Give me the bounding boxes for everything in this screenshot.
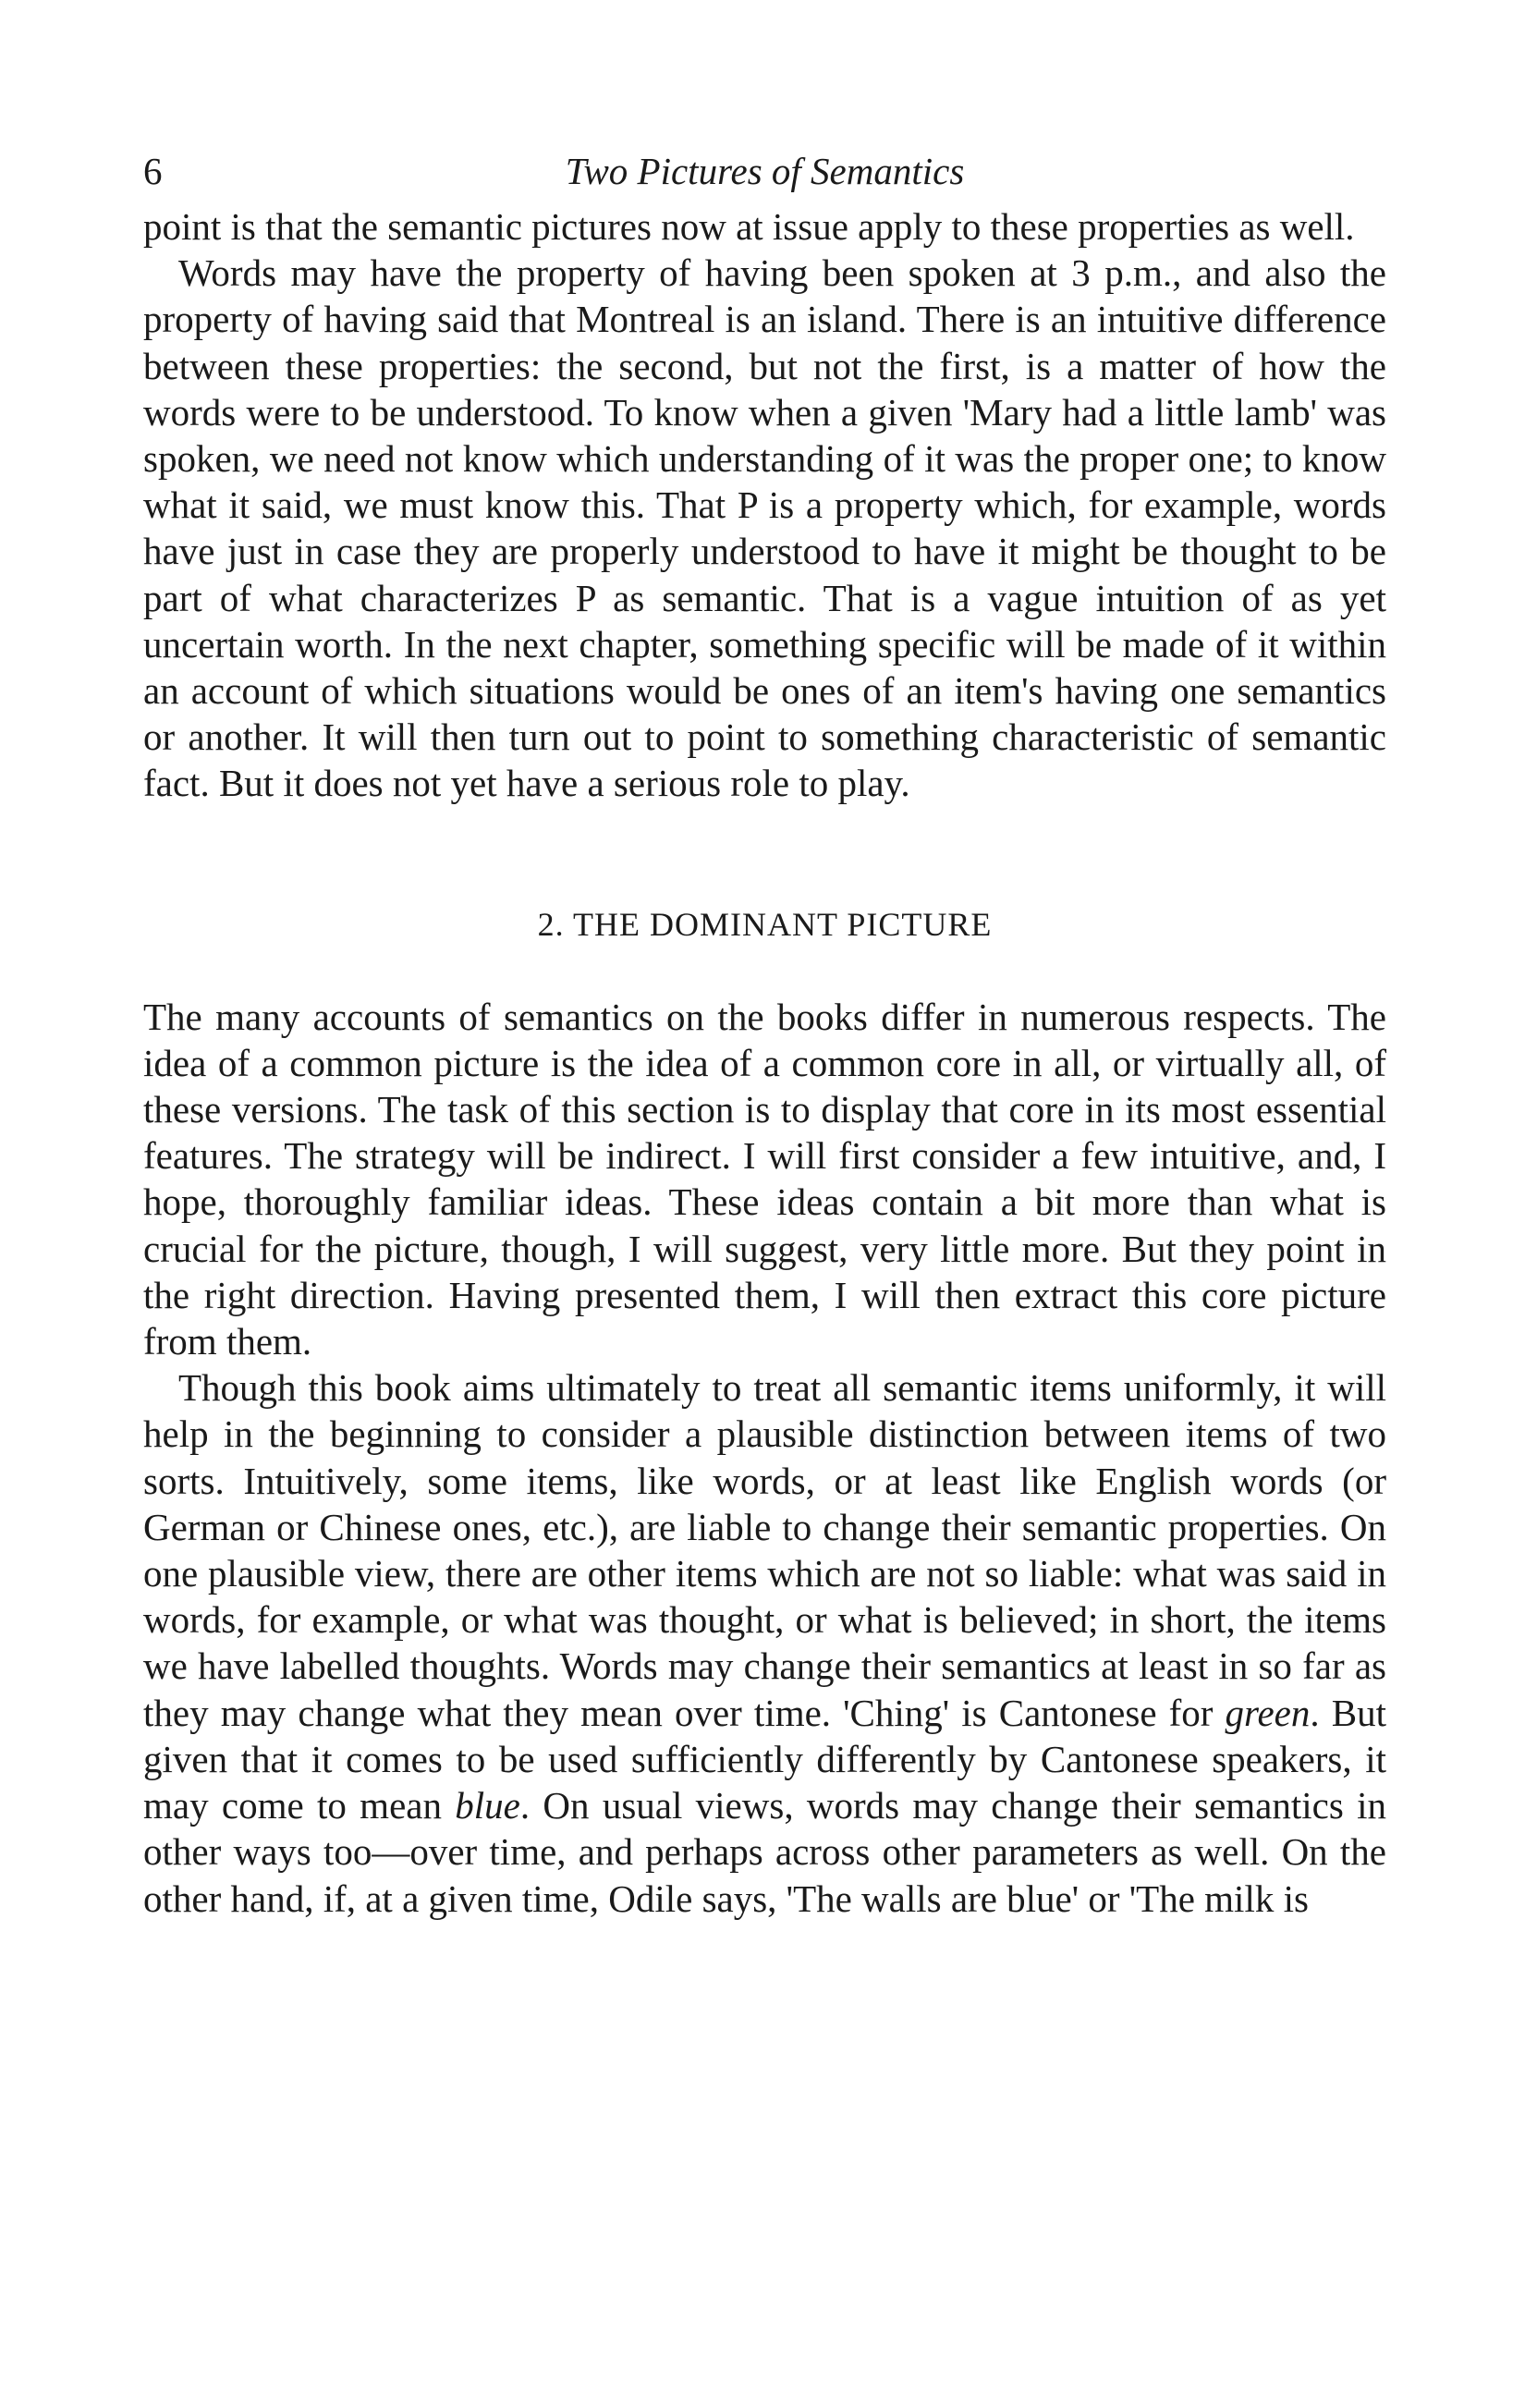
italic-word-blue: blue <box>455 1784 520 1827</box>
paragraph-distinction-text-c: . On usual views, words may change their semantics in other ways too—over time, and perhaps across other parameters as well. On the other hand, if, at a given time, Odile says, 'The walls are blue' or 'The milk is <box>143 1784 1386 1920</box>
paragraph-distinction <box>143 1364 1386 1921</box>
book-page <box>143 139 1386 1922</box>
italic-word-green: green <box>1225 1691 1311 1734</box>
running-head <box>143 139 1386 203</box>
section-heading: 2. THE DOMINANT PICTURE <box>537 905 993 943</box>
page-number: 6 <box>143 150 163 192</box>
paragraph-properties: Words may have the property of having been spoken at 3 p.m., and also the property of having said that Montreal is an island. There is an intuitive difference between these properties: the second, but not the first, is a matter of how the words were to be understood. To know when a given 'Mary had a little lamb' was spoken, we need not know which understanding of it was the proper one; to know what it said, we must know this. That P is a property which, for example, words have just in case they are properly understood to have it might be thought to be part of what characterizes P as semantic. That is a vague intuition of as yet uncertain worth. In the next chapter, something specific will be made of it within an account of which situations would be ones of an item's having one semantics or another. It will then turn out to point to something characteristic of semantic fact. But it does not yet have a serious role to play. <box>143 251 1386 805</box>
paragraph-accounts: The many accounts of semantics on the books differ in numerous respects. The idea of a common picture is the idea of a common core in all, or virtually all, of these versions. The task of this section is to display that core in its most essential features. The strategy will be indirect. I will first consider a few intuitive, and, I hope, thoroughly familiar ideas. These ideas contain a bit more than what is crucial for the picture, though, I will suggest, very little more. But they point in the right direction. Having presented them, I will then extract this core picture from them. <box>143 995 1386 1363</box>
paragraph-distinction-text-b: . But given that it comes to be used sufficiently differently by Cantonese speakers, it may come to mean <box>143 1691 1386 1827</box>
body-text <box>143 203 1386 1922</box>
paragraph-continued: point is that the semantic pictures now at issue apply to these properties as well. <box>143 205 1355 248</box>
paragraph-distinction-text-a: Though this book aims ultimately to treat all semantic items uniformly, it will help in the beginning to consider a plausible distinction between items of two sorts. Intuitively, some items, like words, or at least like English words (or German or Chinese ones, etc.), are liable to change their semantic properties. On one plausible view, there are other items which are not so liable: what was said in words, for example, or what was thought, or what is believed; in short, the items we have labelled thoughts. Words may change their semantics at least in so far as they may change what they mean over time. 'Ching' is Cantonese for <box>143 1366 1386 1734</box>
running-title: Two Pictures of Semantics <box>565 150 965 192</box>
